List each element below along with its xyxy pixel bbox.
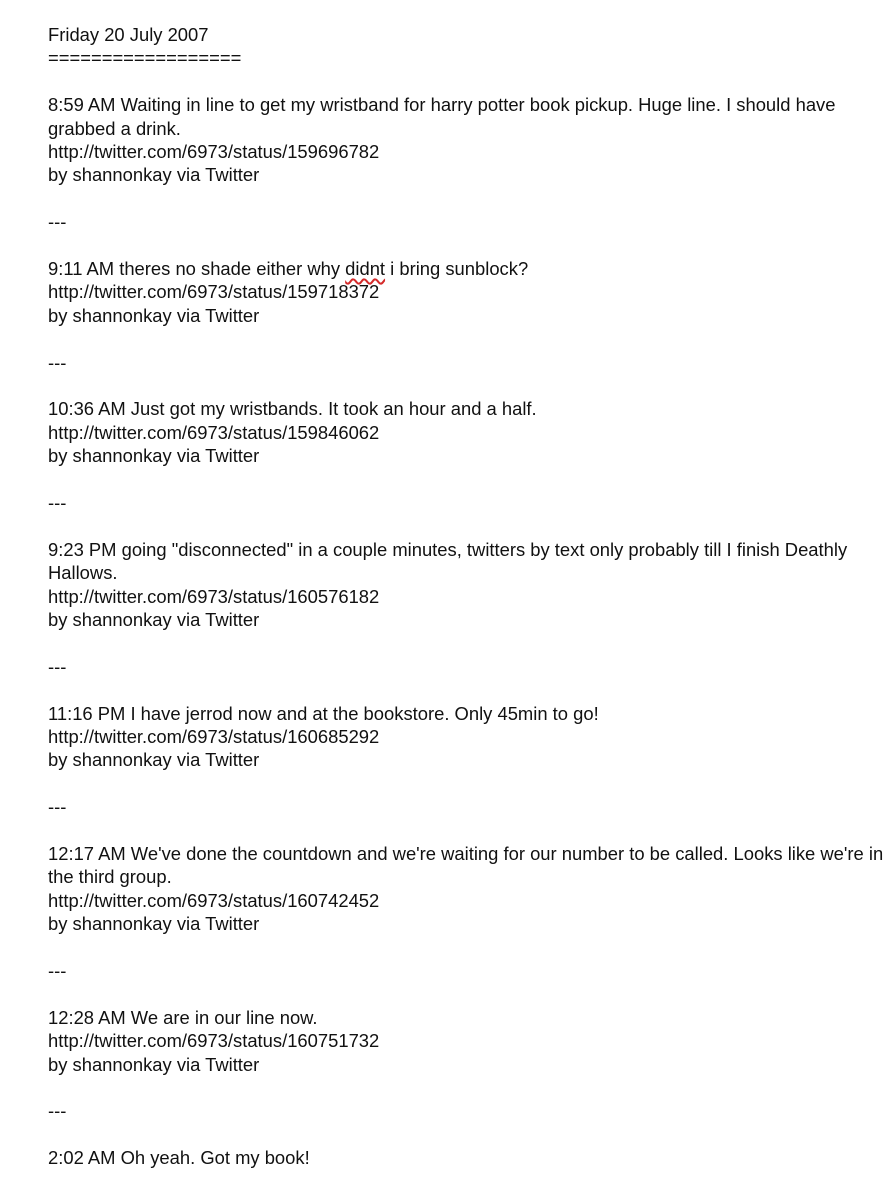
blank-line: [48, 70, 884, 93]
blank-line: [48, 936, 884, 959]
entry-separator: ---: [48, 492, 67, 514]
entry-separator: ---: [48, 211, 67, 233]
blank-line: [48, 982, 884, 1005]
tweet-text: 2:02 AM Oh yeah. Got my book!: [48, 1147, 310, 1169]
heading-underline: ==================: [48, 47, 242, 69]
misspelled-word[interactable]: didnt: [345, 258, 386, 280]
tweet-byline: by shannonkay via Twitter: [48, 749, 260, 771]
entry-separator: ---: [48, 351, 67, 373]
tweet-text: 12:28 AM We are in our line now.: [48, 1006, 318, 1028]
blank-line: [48, 327, 884, 350]
blank-line: [48, 1076, 884, 1099]
entry-separator: ---: [48, 655, 67, 677]
tweet-url: http://twitter.com/6973/status/159846062: [48, 421, 380, 443]
tweet-text: 11:16 PM I have jerrod now and at the bookstore. Only 45min to go!: [48, 702, 599, 724]
tweet-url: http://twitter.com/6973/status/159718372: [48, 281, 380, 303]
entry-separator: ---: [48, 1100, 67, 1122]
tweet-byline: by shannonkay via Twitter: [48, 304, 260, 326]
tweet-entry: [48, 702, 884, 772]
blank-line: [48, 1123, 884, 1146]
tweet-url: http://twitter.com/6973/status/160576182: [48, 585, 380, 607]
blank-line: [48, 631, 884, 654]
tweet-text: 10:36 AM Just got my wristbands. It took an hour and a half.: [48, 398, 537, 420]
tweet-url: http://twitter.com/6973/status/160751732: [48, 1030, 380, 1052]
blank-line: [48, 468, 884, 491]
tweet-byline: by shannonkay via Twitter: [48, 164, 260, 186]
tweet-entry: [48, 397, 884, 467]
tweet-entry: [48, 1146, 884, 1169]
tweet-byline: by shannonkay via Twitter: [48, 445, 260, 467]
tweet-text: 8:59 AM Waiting in line to get my wristband for harry potter book pickup. Huge line. I should have grabbed a drink.: [48, 94, 836, 139]
blank-line: [48, 819, 884, 842]
blank-line: [48, 374, 884, 397]
tweet-byline: by shannonkay via Twitter: [48, 1053, 260, 1075]
blank-line: [48, 678, 884, 701]
tweet-byline: by shannonkay via Twitter: [48, 609, 260, 631]
blank-line: [48, 514, 884, 537]
blank-line: [48, 772, 884, 795]
document-body: [48, 23, 884, 1170]
tweet-url: http://twitter.com/6973/status/159696782: [48, 141, 380, 163]
tweet-text: 12:17 AM We've done the countdown and we're waiting for our number to be called. Looks like we're in the third group.: [48, 843, 884, 888]
tweet-text: [48, 257, 884, 280]
tweet-text-before: 9:11 AM theres no shade either why: [48, 258, 346, 280]
entry-separator: ---: [48, 960, 67, 982]
blank-line: [48, 187, 884, 210]
date-heading: Friday 20 July 2007: [48, 24, 209, 45]
tweet-text: 9:23 PM going "disconnected" in a couple minutes, twitters by text only probably till I finish Deathly Hallows.: [48, 538, 848, 584]
entry-separator: ---: [48, 796, 67, 818]
tweet-entry: [48, 842, 884, 936]
tweet-url: http://twitter.com/6973/status/160742452: [48, 889, 380, 911]
tweet-entry: [48, 538, 884, 632]
tweet-url: http://twitter.com/6973/status/160685292: [48, 726, 380, 748]
tweet-entry: [48, 93, 884, 187]
tweet-entry: [48, 1006, 884, 1076]
tweet-text-after: i bring sunblock?: [385, 258, 529, 280]
tweet-byline: by shannonkay via Twitter: [48, 913, 260, 935]
blank-line: [48, 234, 884, 257]
tweet-entry: [48, 257, 884, 327]
